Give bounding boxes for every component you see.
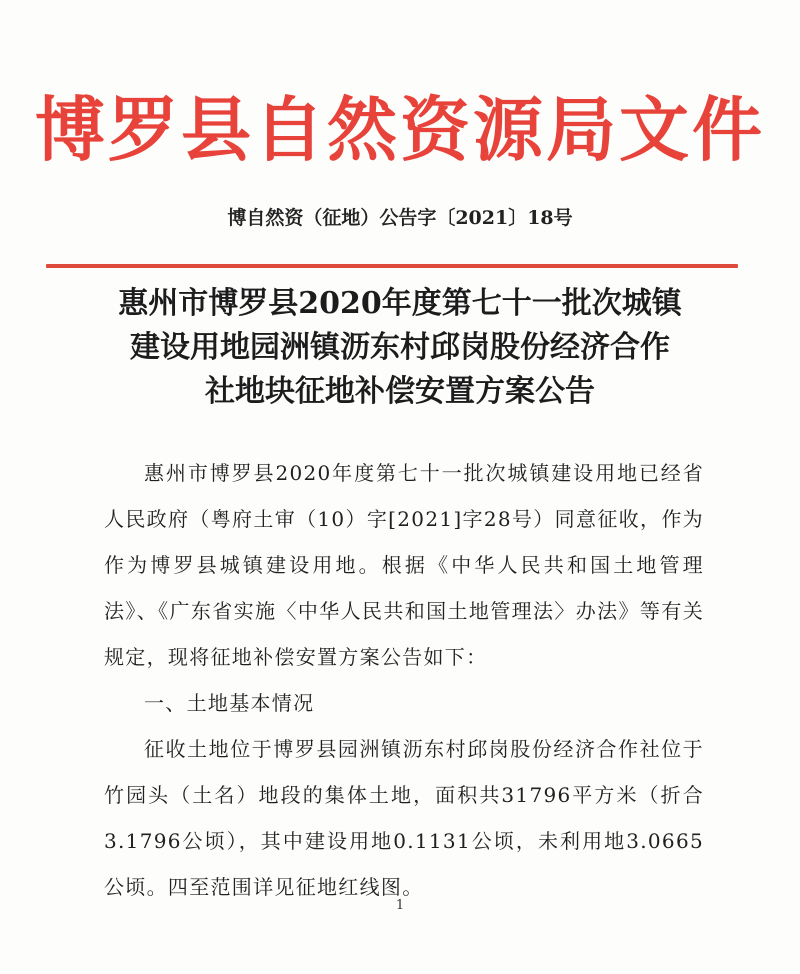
notice-title bbox=[0, 282, 800, 414]
notice-title-line-3: 社地块征地补偿安置方案公告 bbox=[205, 374, 595, 409]
intro-paragraph: 惠州市博罗县2020年度第七十一批次城镇建设用地已经省人民政府（粤府土审（10）字[2021]字28号）同意征收，作为作为博罗县城镇建设用地。根据《中华人民共和国土地管理法》、《广东省实施〈中华人民共和国土地管理法〉办法》等有关规定，现将征地补偿安置方案公告如下： bbox=[104, 461, 704, 669]
notice-body bbox=[104, 450, 704, 910]
land-info-paragraph: 征收土地位于博罗县园洲镇沥东村邱岗股份经济合作社位于竹园头（土名）地段的集体土地，面积共31796平方米（折合3.1796公顷），其中建设用地0.1131公顷，未利用地3.0665公顷。四至范围详见征地红线图。 bbox=[104, 737, 704, 899]
red-separator-line bbox=[46, 264, 738, 268]
notice-title-line-2: 建设用地园洲镇沥东村邱岗股份经济合作 bbox=[130, 330, 670, 365]
section-heading-land-info: 一、土地基本情况 bbox=[144, 691, 315, 715]
issuing-authority-title: 博罗县自然资源局文件 bbox=[35, 88, 765, 171]
document-number: 博自然资（征地）公告字〔2021〕18号 bbox=[227, 207, 573, 229]
notice-title-line-1: 惠州市博罗县2020年度第七十一批次城镇 bbox=[118, 286, 682, 321]
page-number: 1 bbox=[395, 898, 405, 913]
